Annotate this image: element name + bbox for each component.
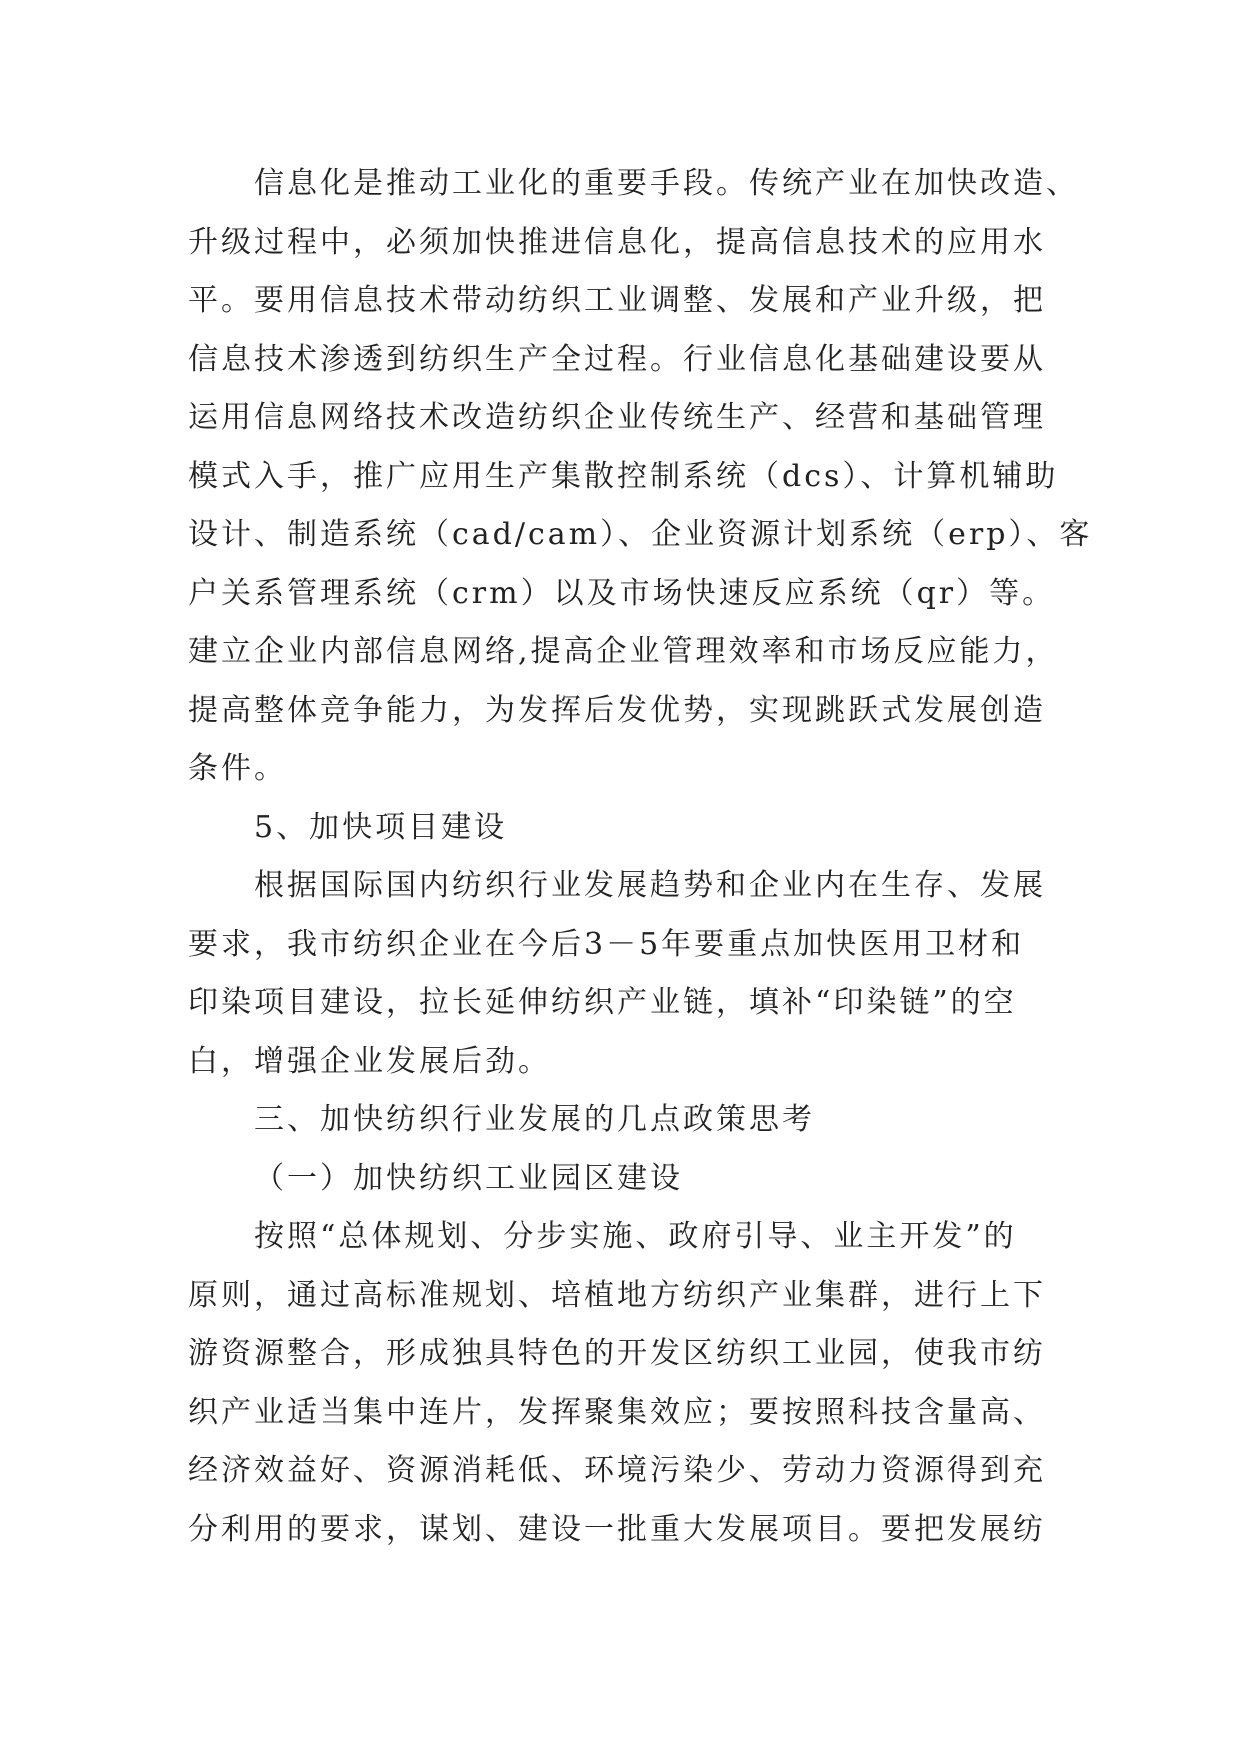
- paragraph-line: 游资源整合，形成独具特色的开发区纺织工业园，使我市纺: [188, 1336, 1046, 1371]
- paragraph-line: 原则，通过高标准规划、培植地方纺织产业集群，进行上下: [188, 1277, 1046, 1313]
- paragraph-line: 提高整体竞争能力，为发挥后发优势，实现跳跃式发展创造: [188, 692, 1046, 728]
- paragraph-line: 根据国际国内纺织行业发展趋势和企业内在生存、发展: [254, 868, 1046, 903]
- paragraph-line: 分利用的要求，谋划、建设一批重大发展项目。要把发展纺: [188, 1511, 1046, 1547]
- subsection-heading: （一）加快纺织工业园区建设: [254, 1160, 683, 1196]
- paragraph-line: 织产业适当集中连片，发挥聚集效应；要按照科技含量高、: [188, 1394, 1046, 1430]
- paragraph-line: 运用信息网络技术改造纺织企业传统生产、经营和基础管理: [188, 400, 1046, 435]
- paragraph-line: 户关系管理系统（crm）以及市场快速反应系统（qr）等。: [188, 575, 1056, 611]
- paragraph-line: 平。要用信息技术带动纺织工业调整、发展和产业升级，把: [188, 283, 1046, 318]
- paragraph-line: 模式入手，推广应用生产集散控制系统（dcs）、计算机辅助: [188, 458, 1059, 494]
- paragraph-line: 按照“总体规划、分步实施、政府引导、业主开发”的: [254, 1219, 1017, 1254]
- document-body: [188, 155, 1093, 1559]
- paragraph-line: 白，增强企业发展后劲。: [188, 1043, 551, 1079]
- paragraph-line: 印染项目建设，拉长延伸纺织产业链，填补“印染链”的空: [188, 985, 1017, 1020]
- paragraph-line: 信息化是推动工业化的重要手段。传统产业在加快改造、: [254, 166, 1079, 201]
- paragraph-line: 建立企业内部信息网络,提高企业管理效率和市场反应能力，: [188, 634, 1059, 669]
- paragraph-line: 信息技术渗透到纺织生产全过程。行业信息化基础建设要从: [188, 341, 1046, 377]
- paragraph-line: 设计、制造系统（cad/cam）、企业资源计划系统（erp）、客: [188, 517, 1093, 552]
- paragraph-line: 升级过程中，必须加快推进信息化，提高信息技术的应用水: [188, 224, 1046, 260]
- section-heading: 5、加快项目建设: [254, 809, 508, 845]
- paragraph-line: 条件。: [188, 751, 287, 786]
- section-heading: 三、加快纺织行业发展的几点政策思考: [254, 1102, 815, 1137]
- paragraph-line: 要求，我市纺织企业在今后3－5年要重点加快医用卫材和: [188, 926, 1025, 962]
- paragraph-line: 经济效益好、资源消耗低、环境污染少、劳动力资源得到充: [188, 1453, 1046, 1488]
